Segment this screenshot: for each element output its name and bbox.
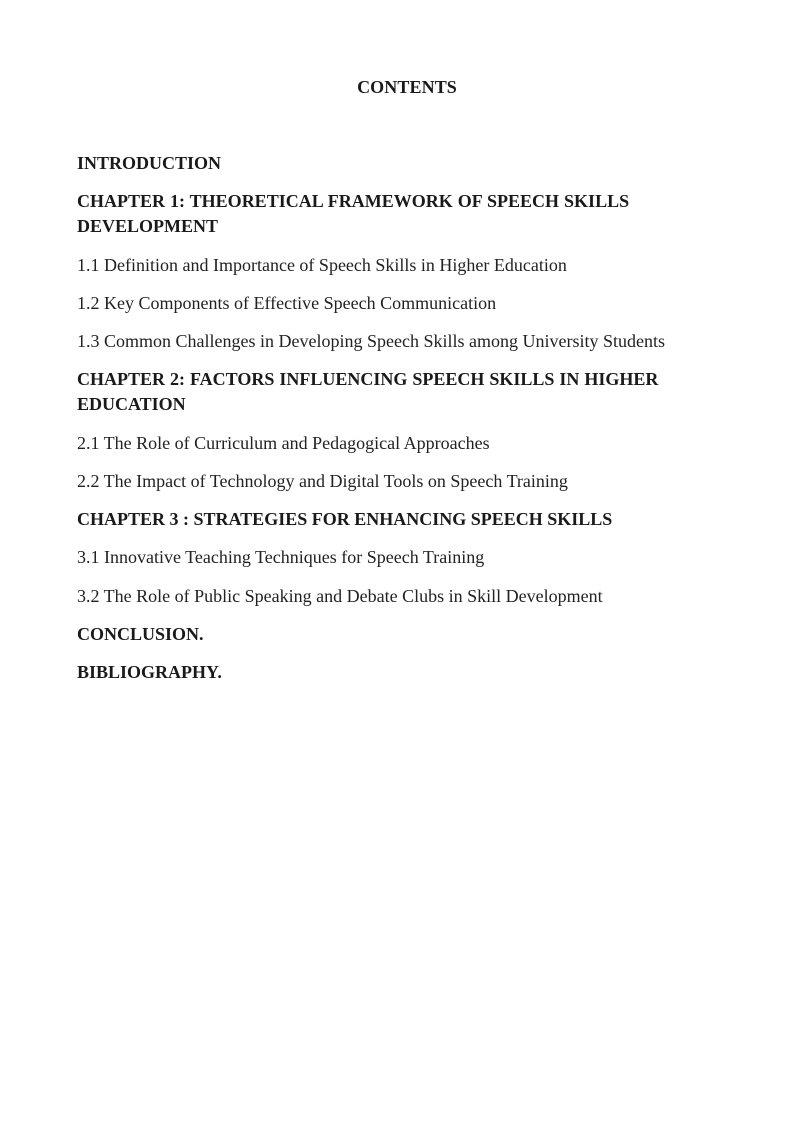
toc-entry-3-1: 3.1 Innovative Teaching Techniques for Speech Training [77,547,485,567]
toc-entry-bibliography: BIBLIOGRAPHY. [77,662,222,682]
toc-entry-1-3: 1.3 Common Challenges in Developing Speech Skills among University Students [77,331,665,351]
toc-entry-2-1: 2.1 The Role of Curriculum and Pedagogical Approaches [77,433,490,453]
toc-entry-1-1: 1.1 Definition and Importance of Speech Skills in Higher Education [77,255,567,275]
toc-entry-3-2: 3.2 The Role of Public Speaking and Debate Clubs in Skill Development [77,586,603,606]
toc-entry-conclusion: CONCLUSION. [77,624,204,644]
toc-entry-chapter-2: CHAPTER 2: FACTORS INFLUENCING SPEECH SKILLS IN HIGHER EDUCATION [77,369,659,414]
toc-entry-2-2: 2.2 The Impact of Technology and Digital Tools on Speech Training [77,471,568,491]
toc-entry-chapter-3: CHAPTER 3 : STRATEGIES FOR ENHANCING SPEECH SKILLS [77,509,613,529]
contents-title: CONTENTS [357,77,457,97]
toc-entry-introduction: INTRODUCTION [77,153,222,173]
toc-entry-chapter-1: CHAPTER 1: THEORETICAL FRAMEWORK OF SPEECH SKILLS DEVELOPMENT [77,191,630,236]
toc-entry-1-2: 1.2 Key Components of Effective Speech Communication [77,293,497,313]
